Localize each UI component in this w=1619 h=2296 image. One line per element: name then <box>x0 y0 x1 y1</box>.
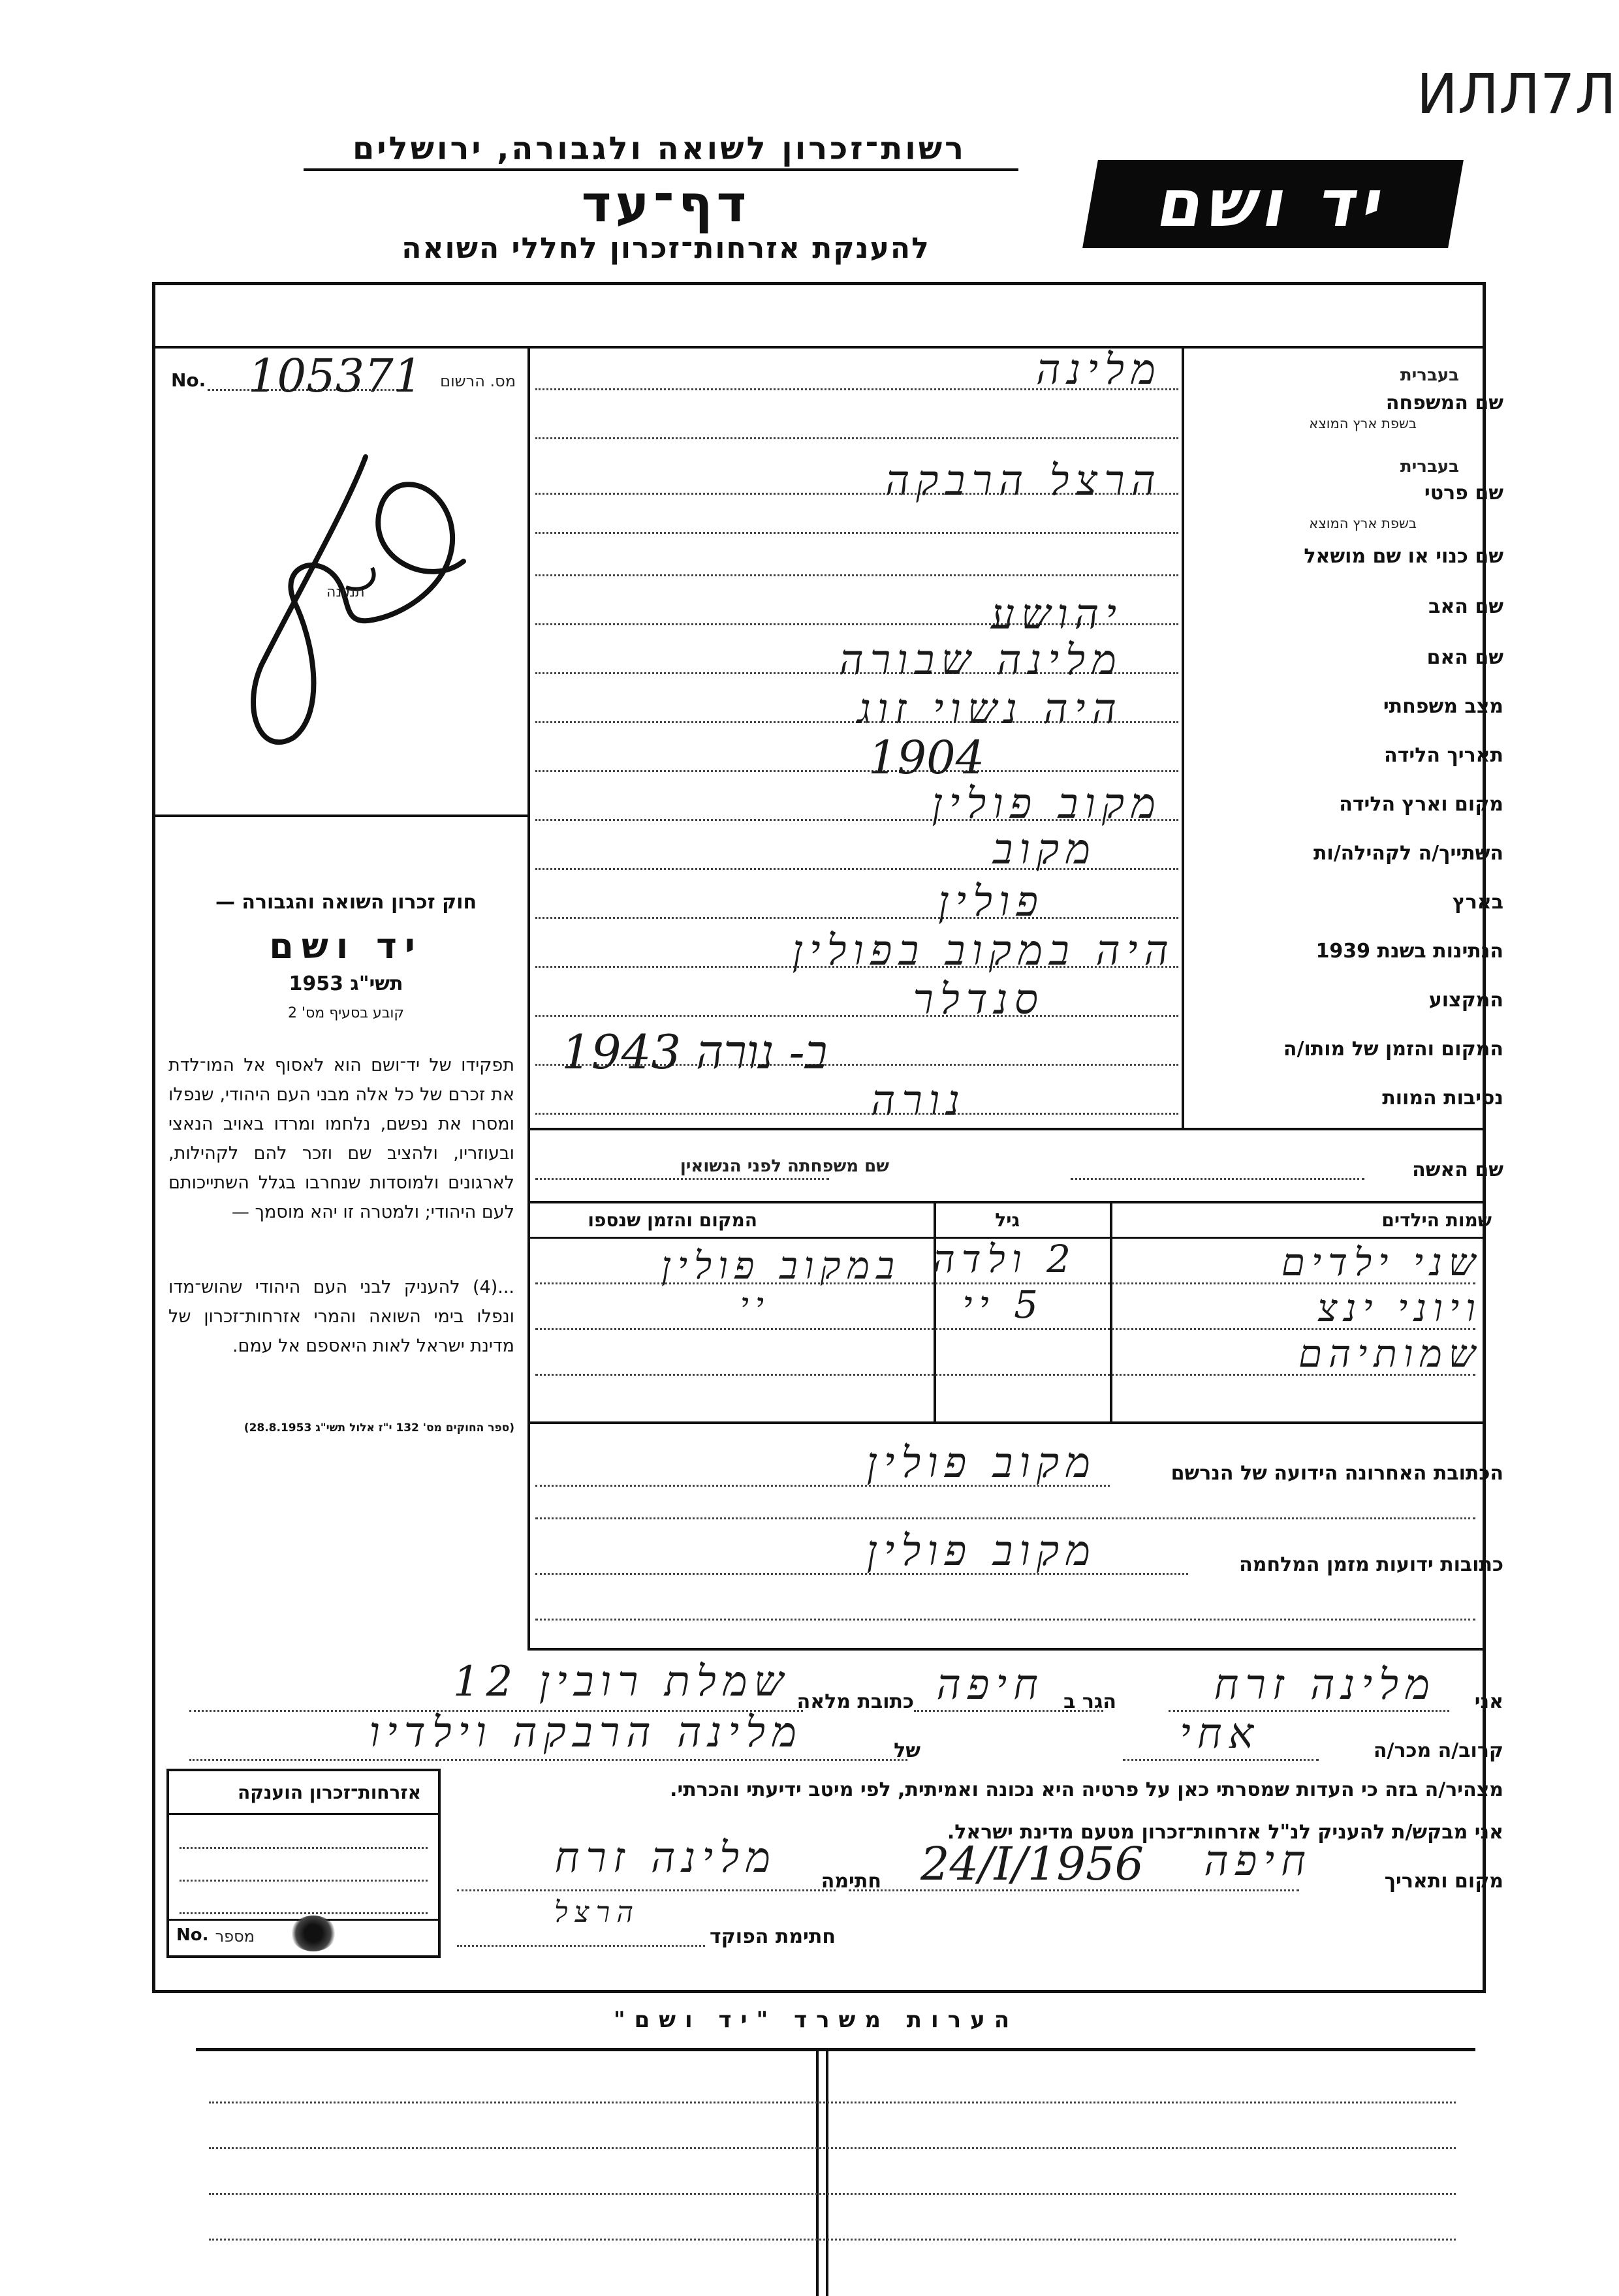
declarant-residing-label: הגר ב <box>1063 1690 1116 1713</box>
field-value-community[interactable]: מקוב <box>992 826 1097 874</box>
child-row-1-age[interactable]: 2 ולדה <box>932 1237 1077 1281</box>
children-header-place: המקום והזמן שנספו <box>588 1209 757 1231</box>
office-notes-divider-1 <box>816 2048 819 2296</box>
citizenship-box-dots-1 <box>180 1847 428 1849</box>
wartime-address-label: כתובות ידועות מזמן המלחמה <box>1239 1553 1503 1576</box>
field-value-citizenship-1939[interactable]: היה במקוב בפולין <box>792 927 1175 975</box>
declarant-address-value[interactable]: שמלת רובין 12 <box>452 1658 790 1706</box>
field-value-family-name[interactable]: מלינה <box>1036 346 1162 394</box>
no-label: No. <box>171 369 206 391</box>
field-label-father: שם האב <box>1428 595 1503 618</box>
field-label-nickname: שם כנוי או שם מושאל <box>1304 545 1503 568</box>
field-label-marital-status: מצב משפחתי <box>1383 695 1503 718</box>
field-dots-death-circumstances <box>535 1113 1178 1115</box>
photo-box-bottom <box>152 814 529 817</box>
declaration-text: מצהיר/ה בזה כי העדות שמסרתי כאן על פרטיה היא נכונה ואמיתית, לפי מיטב ידיעתי והכרתי. <box>670 1778 1503 1801</box>
child-row-1-place[interactable]: במקוב פולין <box>661 1243 901 1288</box>
field-label-family-name: שם המשפחה <box>1385 392 1503 414</box>
last-known-address-dots-2 <box>535 1517 1475 1519</box>
field-label-death-place-time: המקום והזמן של מותו/ה <box>1283 1038 1503 1061</box>
declarant-address-label: כתובת מלאה <box>796 1690 914 1713</box>
law-source: (ספר החוקים מס' 132 י"ז אלול תשי"ג 28.8.1953) <box>244 1421 514 1435</box>
place-date-label: מקום ותאריך <box>1384 1870 1503 1893</box>
request-text: אני מבקש/ת להעניק לנ"ל אזרחות־זכרון מטעם מדינת ישראל. <box>947 1821 1503 1844</box>
addresses-bottom-line <box>527 1648 1486 1651</box>
field-label-profession: המקצוע <box>1428 989 1503 1012</box>
child-row-1-name[interactable]: שני ילדים <box>1281 1240 1482 1284</box>
corner-archive-number: ИЛЛ7Л <box>1417 62 1616 126</box>
left-column-divider <box>527 346 530 1650</box>
field-value-death-circumstances[interactable]: נורה <box>870 1077 966 1125</box>
field-label-citizenship-1939: הנתינות בשנת 1939 <box>1315 940 1503 963</box>
children-header-names: שמות הילדים <box>1381 1209 1492 1231</box>
citizenship-box-dots-2 <box>180 1880 428 1882</box>
field-value-profession[interactable]: סנדלר <box>913 976 1045 1024</box>
field-label-first-name: שם פרטי <box>1424 482 1503 504</box>
field-sub-hebrew: בעברית <box>1400 365 1459 385</box>
signature-value[interactable]: מלינה זרח <box>554 1834 777 1882</box>
wife-maiden-label: שם משפחתה לפני הנשואין <box>680 1156 889 1176</box>
declarant-of-label: של <box>894 1739 920 1762</box>
children-table-bottom <box>527 1421 1486 1424</box>
officer-signature-label: חתימת הפוקד <box>710 1925 836 1948</box>
wife-dots-1 <box>535 1178 829 1180</box>
yad-vashem-logo <box>1082 160 1464 248</box>
field-dots-first-name-2 <box>535 532 1178 534</box>
declarant-i-label: אני <box>1474 1690 1503 1713</box>
form-subtitle: להענקת אזרחות־זכרון לחללי השואה <box>401 232 930 265</box>
wartime-address-dots-2 <box>535 1619 1475 1621</box>
field-value-marital-status[interactable]: היה נשוי זוג <box>857 685 1123 734</box>
citizenship-box-title: אזרחות־זכרון הוענקה <box>238 1782 421 1803</box>
children-col-divider-1 <box>1110 1201 1112 1423</box>
wife-label: שם האשה <box>1412 1158 1503 1181</box>
child-row-3-name[interactable]: שמותיהם <box>1298 1331 1482 1376</box>
field-label-community: השתייך/ה לקהילה/ות <box>1313 842 1503 865</box>
logo-text: יד ושם <box>1152 165 1394 241</box>
declarant-relation-value[interactable]: אחי <box>1179 1710 1260 1758</box>
declarant-relation-dots <box>1123 1759 1319 1761</box>
wartime-address-value[interactable]: מקוב פולין <box>866 1527 1097 1575</box>
field-value-country[interactable]: פולין <box>938 878 1045 926</box>
last-known-address-value[interactable]: מקוב פולין <box>866 1439 1097 1487</box>
field-value-death-place-time[interactable]: 1943 ב- נורה <box>561 1025 828 1079</box>
field-label-mother: שם האם <box>1426 646 1503 669</box>
place-value[interactable]: חיפה <box>1204 1837 1312 1885</box>
officer-signature-dots <box>457 1945 705 1947</box>
law-name: יד ושם <box>269 925 423 967</box>
citizenship-box-dots-3 <box>180 1912 428 1914</box>
declarant-residing-value[interactable]: חיפה <box>936 1661 1045 1709</box>
official-stamp <box>291 1916 336 1951</box>
field-label-country: בארץ <box>1452 891 1503 914</box>
field-label-death-circumstances: נסיבות המוות <box>1382 1087 1503 1109</box>
authority-underline <box>304 168 1018 171</box>
law-section: קובע בסעיף מס' 2 <box>287 1005 405 1021</box>
declarant-of-dots <box>189 1759 907 1761</box>
declarant-residing-dots <box>914 1710 1103 1712</box>
children-header-age: גיל <box>995 1209 1020 1231</box>
field-dots-family-name-2 <box>535 437 1178 439</box>
field-value-father[interactable]: יהושע <box>990 591 1123 639</box>
field-dots-profession <box>535 1015 1178 1017</box>
office-notes-top-line <box>196 2048 1475 2051</box>
child-row-2-name[interactable]: ויוני ינצ <box>1317 1286 1482 1330</box>
office-notes-dots-2 <box>209 2147 1456 2149</box>
declarant-i-value[interactable]: מלינה זרח <box>1214 1661 1436 1709</box>
signature-dots <box>457 1889 836 1891</box>
law-year: תשי"ג 1953 <box>289 972 403 995</box>
wife-dots-2 <box>1071 1178 1364 1180</box>
field-sub-origin: בשפת ארץ המוצא <box>1309 416 1417 431</box>
authority-title: רשות־זכרון לשואה ולגבורה, ירושלים <box>352 131 967 167</box>
citizenship-box-title-line <box>166 1813 441 1815</box>
field-dots-country <box>535 917 1178 919</box>
child-row-2-age[interactable]: 5 יי <box>962 1282 1045 1327</box>
reg-no-value: 105371 <box>248 349 423 403</box>
law-title: חוק זכרון השואה והגבורה — <box>215 891 477 914</box>
citizenship-box-number-label: מספר <box>215 1927 255 1946</box>
last-known-address-label: הכתובת האחרונה הידועה של הנרשם <box>1171 1462 1503 1485</box>
signature-label: חתימה <box>821 1870 881 1893</box>
field-value-birth-date[interactable]: 1904 <box>868 731 985 784</box>
field-dots-birth-date <box>535 770 1178 772</box>
field-label-birth-date: תאריך הלידה <box>1384 744 1503 767</box>
photo-area-signature <box>215 431 490 770</box>
office-notes-dots-3 <box>209 2193 1456 2195</box>
form-title: דף־עד <box>581 175 751 234</box>
citizenship-box-no-label: No. <box>176 1925 209 1945</box>
reg-no-label: מס. הרשום <box>440 372 516 390</box>
office-notes-dots-4 <box>209 2239 1456 2241</box>
officer-signature-value[interactable]: הרצל <box>554 1896 640 1929</box>
field-value-birth-place[interactable]: מקוב פולין <box>932 780 1162 828</box>
office-notes-title: הערות משרד "יד ושם" <box>613 2007 1019 2033</box>
field-dots-nickname <box>535 574 1178 576</box>
law-text: תפקידו של יד־ושם הוא לאסוף אל המו־לדת את זכרם של כל אלה מבני העם היהודי, שנפלו ומסרו את נפשם, נלחמו ומרדו באויב הנאצי ובעוזריו, ולהציב שם וזכר להם לקהילות, לארגונים ולמוסדות שנחרבו בגלל השתייכותם לעם היהודי; ולמטרה זו יהא מוסמך — <box>168 1055 514 1222</box>
labels-divider <box>1182 346 1184 1128</box>
declarant-of-value[interactable]: מלינה הרבקה וילדיו <box>369 1709 803 1757</box>
field-sub-origin-2: בשפת ארץ המוצא <box>1309 516 1417 531</box>
date-value[interactable]: 24/I/1956 <box>920 1837 1144 1891</box>
field-label-birth-place: מקום וארץ הלידה <box>1339 793 1503 816</box>
photo-label: תמונה <box>326 584 365 600</box>
children-col-divider-2 <box>934 1201 936 1423</box>
top-band-divider <box>152 346 1486 349</box>
field-value-first-name[interactable]: הרצל הרבקה <box>885 457 1162 505</box>
office-notes-dots-1 <box>209 2102 1456 2103</box>
child-row-2-place[interactable]: יי <box>740 1286 770 1324</box>
law-text-2: ...(4) להעניק לבני העם היהודי שהוש־מדו ונפלו בימי השואה והמרי אזרחות־זכרון של מדינת ישראל לאות היאספם אל עמם. <box>168 1277 514 1356</box>
office-notes-divider-2 <box>826 2048 828 2296</box>
field-sub-hebrew-2: בעברית <box>1400 457 1459 476</box>
field-value-mother[interactable]: מלינה שבורה <box>839 636 1123 685</box>
declarant-relation-label: קרוב/ה מכר/ה <box>1373 1739 1503 1762</box>
fields-bottom-line <box>527 1128 1486 1130</box>
children-table-top <box>527 1201 1486 1203</box>
